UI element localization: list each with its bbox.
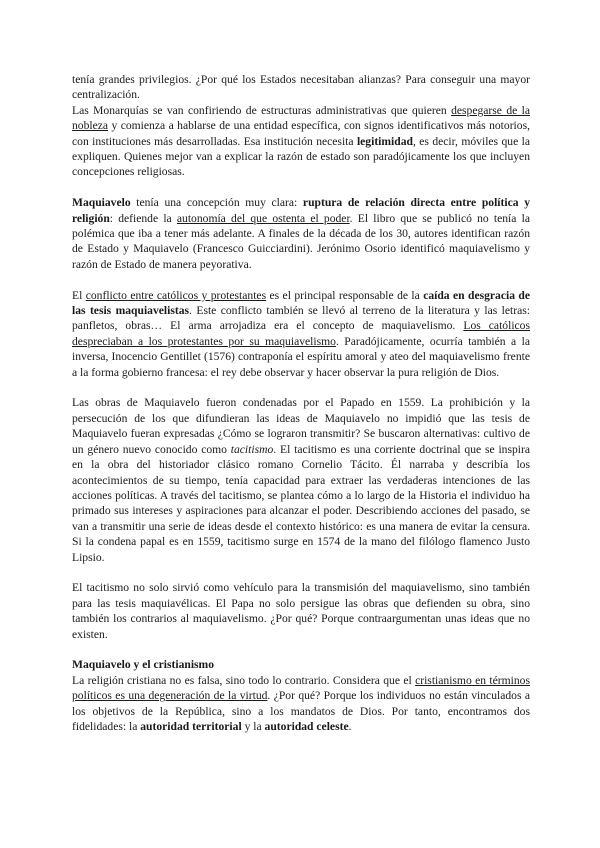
bold-term: autoridad territorial [140, 719, 242, 733]
bold-term: caída en desgracia de las tesis maquiavelistas [72, 288, 531, 318]
paragraph-conflict: El conflicto entre católicos y protestantes es el principal responsable de la caída en desgracia de las tesis maquiavelistas. Este conflicto también se llevó al terreno de la literatura y las letras: panfletos, obras… El arma arrojadiza era el concepto de maquiavelismo. Los católicos despreciaban a los protestantes por su maquiavelismo. Paradójicamente, ocurría también a la inversa, Inocencio Gentillet (1576) contraponía el espíritu amoral y ateo del maquiavelismo frente a la forma gobierno francesa: el rey debe observar y hacer observar la pura religión de Dios. [72, 288, 531, 379]
paragraph-alliances: tenía grandes privilegios. ¿Por qué los Estados necesitaban alianzas? Para conseguir una mayor centralización. [72, 73, 530, 102]
bold-term: legitimidad [356, 134, 413, 148]
underlined-phrase: cristianismo en términos políticos es una degeneración de la virtud [72, 673, 530, 703]
bold-term: Maquiavelo [72, 196, 131, 210]
paragraph-tacitism: El tacitismo no solo sirvió como vehículo para la transmisión del maquiavelismo, sino también para las tesis maquiavélicas. El Papa no solo persigue las obras que defienden su obra, sino también los contrarios al maquiavelismo. ¿Por qué? Porque contraargumentan unas ideas que no existen. [72, 581, 530, 641]
underlined-phrase: Los católicos despreciaban a los protestantes por su maquiavelismo [72, 319, 530, 348]
underlined-phrase: despegarse de la nobleza [72, 103, 530, 133]
underlined-phrase: autonomía del que ostenta el poder [176, 211, 350, 225]
section-heading: Maquiavelo y el cristianismo [72, 658, 215, 672]
paragraph-maquiavelo: Maquiavelo tenía una concepción muy clara: ruptura de relación directa entre política y religión: defiende la autonomía del que ostenta el poder. El libro que se publicó no tenía la polémica que iba a tener más adelante. A finales de la década de los 30, autores identifican razón de Estado y Maquiavelo (Francesco Guicciardini). Jerónimo Osorio identificó maquiavelismo y razón de Estado de manera peyorativa. [72, 196, 530, 271]
document-page [72, 72, 530, 734]
underlined-phrase: conflicto entre católicos y protestantes [85, 288, 267, 302]
paragraph-condemnation: Las obras de Maquiavelo fueron condenadas por el Papado en 1559. La prohibición y la persecución de los que difundieran las ideas de Maquiavelo no impidió que las tesis de Maquiavelo fueran expresadas ¿Cómo se lograron transmitir? Se buscaron alternativas: cultivo de un género nuevo conocido como tacitismo. El tacitismo es una corriente doctrinal que se inspira en la obra del historiador clásico romano Cornelio Tácito. Él narraba y describía los acontecimientos de su tiempo, tenía capacidad para extraer las verdaderas intenciones de las acciones políticas. A través del tacitismo, se plantea cómo a lo largo de la Historia el individuo ha primado sus intereses y aspiraciones para alcanzar el poder. Describiendo acciones del pasado, se van a transmitir una serie de ideas desde el contexto histórico: es una manera de evitar la censura. Si la condena papal es en 1559, tacitismo surge en 1574 de la mano del filólogo flamenco Justo Lipsio. [72, 396, 530, 564]
bold-term: autoridad celeste [264, 719, 349, 733]
paragraph-monarchies: Las Monarquías se van confiriendo de estructuras administrativas que quieren despegarse de la nobleza y comienza a hablarse de una entidad específica, con signos identificativos más notorios, con instituciones más desarrolladas. Esa institución necesita legitimidad, es decir, móviles que la expliquen. Quienes mejor van a explicar la razón de estado son paradójicamente los que incluyen concepciones religiosas. [72, 103, 530, 179]
paragraph-christianity: La religión cristiana no es falsa, sino todo lo contrario. Considera que el cristianismo en términos políticos es una degeneración de la virtud. ¿Por qué? Porque los individuos no están vinculados a los objetivos de la República, sino a los mandatos de Dios. Por tanto, encontramos dos fidelidades: la autoridad territorial y la autoridad celeste. [72, 673, 530, 733]
bold-term: ruptura de relación directa entre política y religión [72, 196, 530, 225]
italic-term: tacitismo [230, 442, 274, 456]
